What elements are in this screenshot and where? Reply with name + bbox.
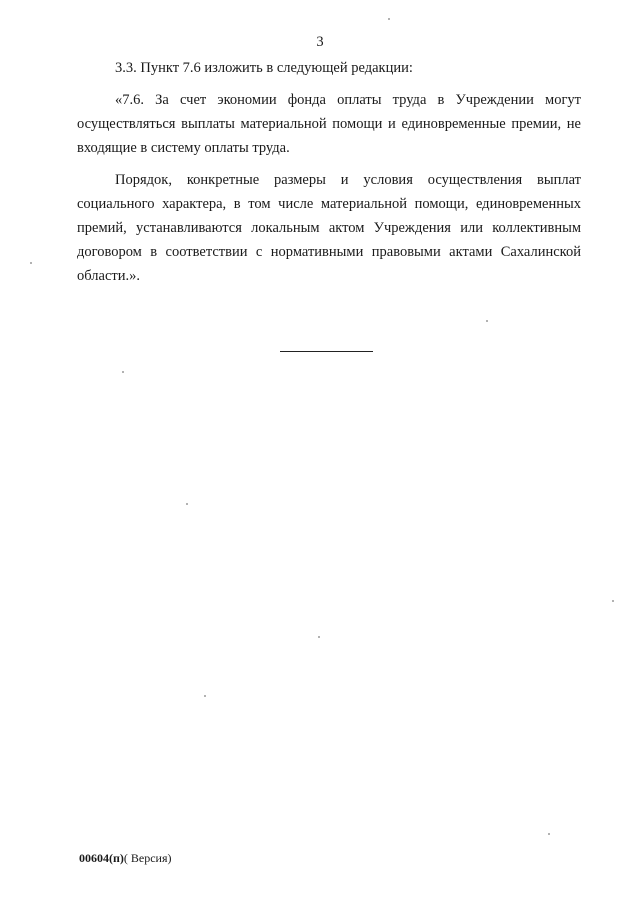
scan-speck	[318, 636, 320, 638]
footer-version-label: ( Версия)	[123, 851, 172, 865]
closing-divider-line	[280, 351, 373, 352]
scan-speck	[186, 503, 188, 505]
paragraph-procedure: Порядок, конкретные размеры и условия осуществления выплат социального характера, в том числе материальной помощи, единовременных премий, устанавливаются локальным актом Учреждения или коллективным договором в соответствии с нормативными правовыми актами Сахалинской области.».	[77, 172, 581, 284]
scan-speck	[388, 18, 390, 20]
scan-speck	[122, 371, 124, 373]
scan-speck	[612, 600, 614, 602]
scan-speck	[204, 695, 206, 697]
document-body	[77, 56, 581, 288]
footer-document-code	[79, 851, 172, 866]
scan-speck	[486, 320, 488, 322]
scan-speck	[30, 262, 32, 264]
scan-speck	[548, 833, 550, 835]
page-number: 3	[316, 34, 324, 50]
paragraph-clause-3-3: 3.3. Пункт 7.6 изложить в следующей редакции:	[115, 60, 413, 76]
footer-code-number: 00604(п)	[79, 851, 124, 865]
paragraph-clause-7-6: «7.6. За счет экономии фонда оплаты труда в Учреждении могут осуществляться выплаты материальной помощи и единовременные премии, не входящие в систему оплаты труда.	[77, 92, 581, 156]
